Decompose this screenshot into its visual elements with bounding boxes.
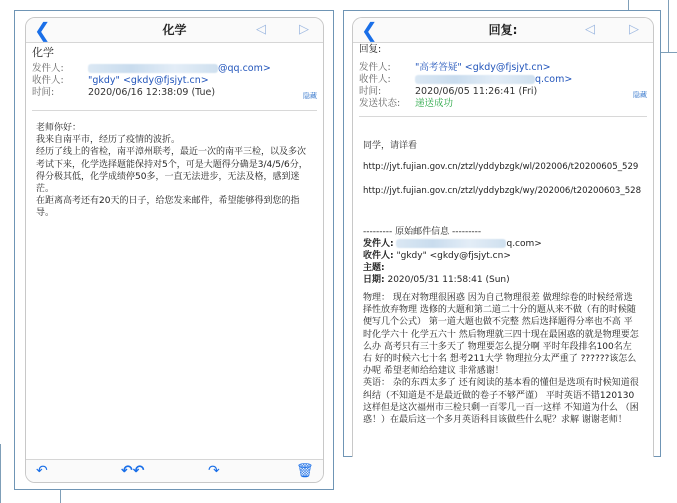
from-value[interactable]: "高考答疑" <gkdy@fjsjyt.cn> bbox=[415, 62, 551, 73]
orig-date-value: 2020/05/31 11:58:41 (Sun) bbox=[387, 275, 510, 285]
left-from-row bbox=[32, 63, 317, 75]
right-to-row bbox=[359, 74, 647, 86]
status-value: 递送成功 bbox=[415, 98, 454, 109]
link-physics[interactable]: http://jyt.fujian.gov.cn/ztzl/yddybzgk/wl/202006/t20200605_529 bbox=[363, 162, 639, 172]
orig-from-label: 发件人: bbox=[363, 239, 394, 249]
prev-triangle-icon[interactable]: ◁ bbox=[585, 22, 595, 37]
right-nav-title: 回复: bbox=[488, 23, 518, 37]
left-email-body: 老师你好： 我来自南平市，经历了疫情的波折。 经历了线上的省检，南平漳州联考，最近一次的南平三检，以及多次考试下来，化学选择题能保持对5个，可是大题得分确是3/4/5/6分，得分极其低，化学成绩停50多，一直无法进步，无法及格，感到迷茫。 在距离高考还有20天的日子，给您发来邮件，希望能够得到您的指导。 bbox=[36, 123, 308, 219]
from-label: 发件人: bbox=[359, 62, 391, 73]
trash-icon[interactable]: 🗑 bbox=[296, 463, 314, 479]
right-from-row bbox=[359, 62, 647, 74]
hide-details-button[interactable]: 隐藏 bbox=[303, 92, 317, 100]
orig-email-body: 物理： 现在对物理很困惑 因为自己物理很差 做理综卷的时候经常选择性放弃物理 选修的大题和第二道二十分的题从来不做（有的时候随便写几个公式） 第一道大题也做不完整 然后选择题得分率也不高 平时化学六十 化学五六十 然后物理就三四十现在最困惑的就是物理要怎么办 高考只有三十多天了 物理要怎么提分啊 平时年段排名100名左右 好的时候六七十名 想考211大学 物理拉分太严重了 ??????该怎么办呢 希望老师给给建议 非常感谢！ 英语： 杂的东西太多了 还有阅读的基本看的懂但是选项有时候知道很纠结（不知道是不是最近做的卷子不够严谨） 平时英语不错120130这样但是这次福州市三检只剩一百零几一百一这样 不知道为什么 （困惑！）在最后这一个多月英语科目该做些什么呢？求解 谢谢老师！ bbox=[363, 293, 639, 426]
status-label: 发送状态: bbox=[359, 98, 401, 109]
from-value[interactable]: @qq.com> bbox=[218, 63, 271, 74]
right-navbar bbox=[353, 18, 653, 43]
left-subject: 化学 bbox=[32, 46, 54, 59]
right-time-row bbox=[359, 86, 647, 98]
orig-date-label: 日期: bbox=[363, 275, 385, 285]
right-status-row bbox=[359, 98, 647, 110]
to-label: 收件人: bbox=[32, 75, 64, 86]
time-label: 时间: bbox=[359, 86, 382, 97]
redacted-orig-sender bbox=[396, 239, 506, 248]
link-english[interactable]: http://jyt.fujian.gov.cn/ztzl/yddybzgk/wy/202006/t20200603_528 bbox=[363, 186, 642, 196]
to-value[interactable]: "gkdy" <gkdy@fjsjyt.cn> bbox=[88, 75, 209, 86]
left-to-row bbox=[32, 75, 317, 87]
left-toolbar bbox=[26, 459, 323, 482]
back-chevron-icon[interactable]: ❮ bbox=[34, 18, 51, 42]
decor-line-left bbox=[0, 444, 1, 503]
original-header: --------- 原始邮件信息 --------- bbox=[363, 227, 482, 237]
left-navbar bbox=[26, 18, 323, 43]
left-nav-title: 化学 bbox=[162, 23, 187, 37]
orig-to-row bbox=[363, 248, 511, 261]
left-phone-screen bbox=[25, 17, 324, 483]
reply-all-icon[interactable]: ↶↶ bbox=[121, 463, 145, 479]
header-separator bbox=[32, 110, 317, 111]
left-time-row bbox=[32, 87, 317, 99]
decor-line-bottom bbox=[60, 488, 61, 503]
decor-line-right bbox=[668, 0, 669, 52]
greeting: 同学，请详看 bbox=[363, 141, 418, 151]
time-value: 2020/06/16 12:38:09 (Tue) bbox=[88, 87, 216, 98]
time-value: 2020/06/05 11:26:41 (Fri) bbox=[415, 86, 538, 97]
redacted-sender bbox=[88, 64, 218, 73]
reply-icon[interactable]: ↶ bbox=[36, 463, 48, 479]
left-screenshot-frame bbox=[14, 10, 334, 490]
right-subject: 回复: bbox=[359, 44, 382, 55]
orig-subject-label: 主题: bbox=[363, 263, 385, 273]
decor-line-right-h bbox=[660, 52, 677, 53]
hide-details-button[interactable]: 隐藏 bbox=[633, 91, 647, 99]
next-triangle-icon[interactable]: ▷ bbox=[629, 22, 639, 37]
right-phone-screen bbox=[352, 17, 654, 457]
orig-to-value: "gkdy" <gkdy@fjsjyt.cn> bbox=[396, 251, 511, 261]
next-triangle-icon[interactable]: ▷ bbox=[299, 22, 309, 37]
back-chevron-icon[interactable]: ❮ bbox=[361, 18, 378, 42]
orig-from-value: q.com> bbox=[506, 239, 542, 249]
time-label: 时间: bbox=[32, 87, 55, 98]
to-label: 收件人: bbox=[359, 74, 391, 85]
header-separator bbox=[359, 116, 647, 117]
orig-to-label: 收件人: bbox=[363, 251, 394, 261]
right-body-clip bbox=[363, 122, 653, 457]
right-screenshot-frame bbox=[343, 10, 661, 457]
redacted-recipient bbox=[415, 75, 535, 84]
forward-icon[interactable]: ↷ bbox=[208, 463, 220, 479]
prev-triangle-icon[interactable]: ◁ bbox=[256, 22, 266, 37]
orig-date-row bbox=[363, 272, 510, 285]
from-label: 发件人: bbox=[32, 63, 64, 74]
to-value[interactable]: q.com> bbox=[535, 74, 573, 85]
